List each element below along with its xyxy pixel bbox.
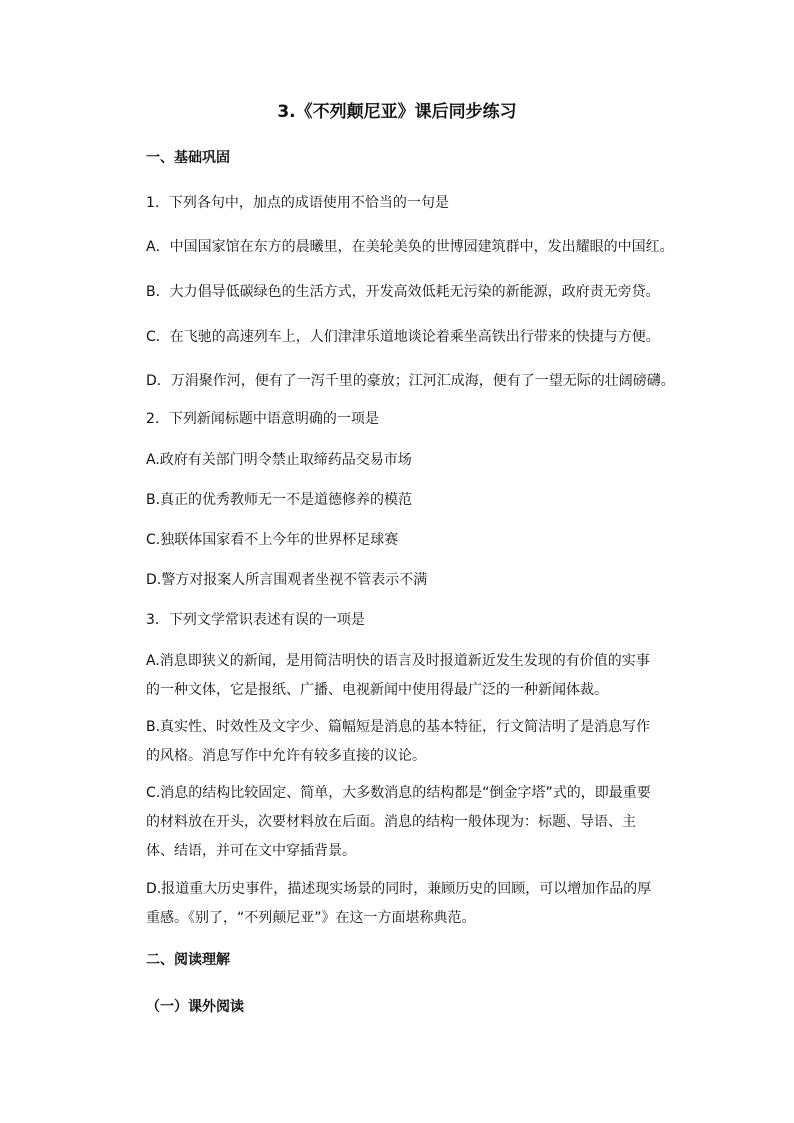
subsection-heading-extracurricular: （一）课外阅读 <box>146 999 244 1015</box>
question-2-option-d: D.警方对报案人所言围观者坐视不管表示不满 <box>146 572 428 588</box>
question-3-option-c: C.消息的结构比较固定、简单，大多数消息的结构都是“倒金字塔”式的，即最重要的材料放在开头，次要材料放在后面。消息的结构一般体现为：标题、导语、主体、结语，并可在文中穿插背景。 <box>146 785 651 859</box>
question-3-option-b: B.真实性、时效性及文字少、篇幅短是消息的基本特征，行文简洁明了是消息写作的风格。消息写作中允许有较多直接的议论。 <box>146 719 651 764</box>
question-1-option-c: C．在飞驰的高速列车上，人们津津乐道地谈论着乘坐高铁出行带来的快捷与方便。 <box>146 329 660 345</box>
question-1-option-a: A．中国国家馆在东方的晨曦里，在美轮美奂的世博园建筑群中，发出耀眼的中国红。 <box>146 239 674 255</box>
section-heading-reading: 二、阅读理解 <box>146 952 230 968</box>
question-1-stem: 1．下列各句中，加点的成语使用不恰当的一句是 <box>146 195 449 211</box>
question-2-stem: 2．下列新闻标题中语意明确的一项是 <box>146 411 379 427</box>
question-1-option-d: D．万涓聚作河，便有了一泻千里的豪放；江河汇成海，便有了一望无际的壮阔磅礴。 <box>146 373 675 389</box>
question-3-stem: 3．下列文学常识表述有误的一项是 <box>146 612 365 628</box>
question-1-option-b: B．大力倡导低碳绿色的生活方式，开发高效低耗无污染的新能源，政府责无旁贷。 <box>146 284 660 300</box>
section-heading-basics: 一、基础巩固 <box>146 150 230 166</box>
question-3-option-a: A.消息即狭义的新闻，是用简洁明快的语言及时报道新近发生发现的有价值的实事的一种文体，它是报纸、广播、电视新闻中使用得最广泛的一种新闻体裁。 <box>146 653 650 698</box>
question-2-option-a: A.政府有关部门明令禁止取缔药品交易市场 <box>146 452 412 468</box>
question-2-option-c: C.独联体国家看不上今年的世界杯足球赛 <box>146 532 399 548</box>
question-2-option-b: B.真正的优秀教师无一不是道德修养的模范 <box>146 492 413 508</box>
page-title: 3.《不列颠尼亚》课后同步练习 <box>277 102 517 122</box>
question-3-option-d: D.报道重大历史事件，描述现实场景的同时，兼顾历史的回顾，可以增加作品的厚重感。《别了，“不列颠尼亚”》在这一方面堪称典范。 <box>146 881 652 926</box>
